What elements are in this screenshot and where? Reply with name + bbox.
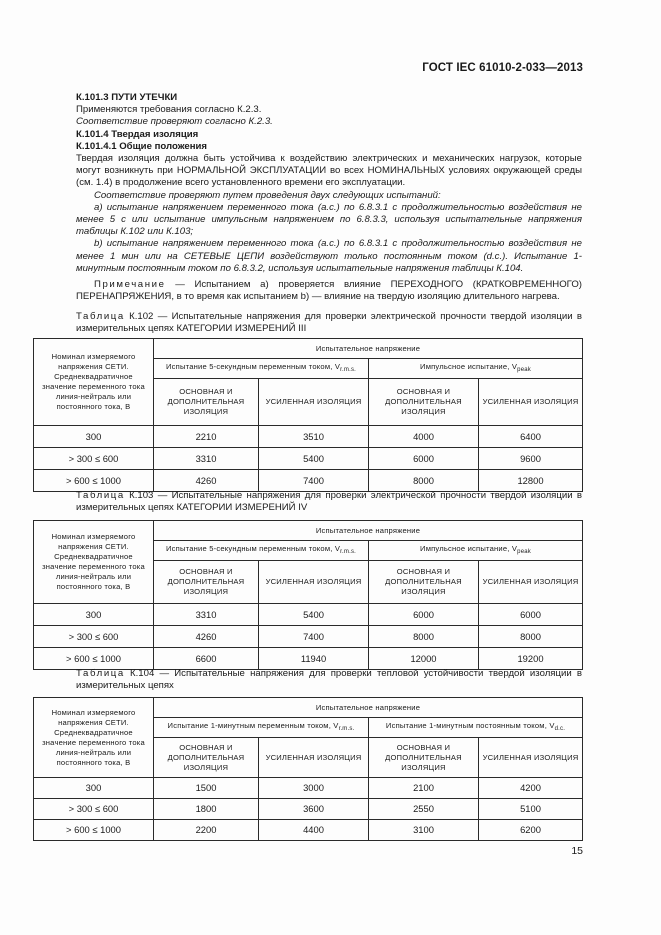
table-k104-group1-header [154,718,369,738]
table-k103-test-voltage-header: Испытательное напряжение [154,521,583,541]
document-code: ГОСТ IEC 61010-2-033—2013 [422,62,583,74]
table-cell: 7400 [259,470,369,492]
section-k101-3 [76,92,582,303]
table-k104-group2-sub: d.c. [554,726,566,732]
table-k104-group2-header [369,718,583,738]
table-cell: 4000 [369,426,479,448]
heading-k101-4-1: К.101.4.1 Общие положения [76,140,207,152]
table-k104-test-voltage-header: Испытательное напряжение [154,698,583,718]
table-cell: 4200 [479,778,583,799]
table-cell: 1800 [154,799,259,820]
table-cell: 6000 [369,448,479,470]
table-cell: 8000 [369,626,479,648]
table-cell: 2550 [369,799,479,820]
table-row [34,626,583,648]
table-k103-reinforced-header: УСИЛЕННАЯ ИЗОЛЯЦИЯ [259,561,369,604]
k101-3-compliance: Соответствие проверяют согласно К.2.3. [76,116,273,128]
k101-4-1-paragraph: Твердая изоляция должна быть устойчива к воздействию электрических и механических нагрузок, которые могут возникнуть при НОРМАЛЬНОЙ ЭКСПЛУАТАЦИИ во всех НОМИНАЛЬНЫХ условиях окружающей среды (см. 1.4) в продолжение всего установленного времени его эксплуатации. [76,153,582,189]
table-cell: 300 [34,426,154,448]
table-cell: 6400 [479,426,583,448]
test-item-b: b) испытание напряжением переменного тока (а.с.) по 6.8.3.1 с продолжительностью воздействия не менее 1 мин или на СЕТЕВЫЕ ЦЕПИ воздействуют только постоянным током (d.c.). Испытание 1-минутным постоянным током по 6.8.3.2, используя испытательные напряжения таблицы К.104. [76,238,582,274]
table-k103-group1-header [154,541,369,561]
table-cell: 3310 [154,604,259,626]
table-k103-group2-label: Импульсное испытание, V [420,544,518,553]
table-k104-basic-header: ОСНОВНАЯ И ДОПОЛНИТЕЛЬНАЯ ИЗОЛЯЦИЯ [154,738,259,778]
table-row [34,426,583,448]
table-k104-group1-sub: r.m.s. [338,726,355,732]
table-cell: 8000 [479,626,583,648]
table-cell: 3510 [259,426,369,448]
table-k103-group2-sub: peak [517,549,531,555]
table-k104-caption [76,668,582,692]
page-number: 15 [571,845,583,857]
table-cell: 1500 [154,778,259,799]
table-k102-group2-header [369,359,583,379]
table-k103-group2-header [369,541,583,561]
table-cell: 2200 [154,820,259,841]
table-cell: 12800 [479,470,583,492]
table-k104-reinforced-header-2: УСИЛЕННАЯ ИЗОЛЯЦИЯ [479,738,583,778]
table-cell: 6000 [369,604,479,626]
table-row [34,820,583,841]
table-cell: 300 [34,778,154,799]
table-cell: > 600 ≤ 1000 [34,470,154,492]
table-cell: 6000 [479,604,583,626]
table-k104-label: Таблица [76,668,125,679]
table-k102 [33,338,583,492]
table-cell: 3000 [259,778,369,799]
k101-4-1-compliance: Соответствие проверяют путем проведения двух следующих испытаний: [94,189,441,201]
table-row [34,470,583,492]
table-cell: 5400 [259,604,369,626]
table-k104-col0-header: Номинал измеряемого напряжения СЕТИ. Среднеквадратичное значение переменного тока линия-нейтраль или постоянного тока, В [34,698,154,778]
table-cell: 19200 [479,648,583,670]
table-k104-group2-label: Испытание 1-минутным постоянным током, V [385,721,555,730]
table-k102-group1-sub: r.m.s. [340,367,357,373]
table-cell: 5100 [479,799,583,820]
table-k102-basic-header-2: ОСНОВНАЯ И ДОПОЛНИТЕЛЬНАЯ ИЗОЛЯЦИЯ [369,379,479,426]
k101-3-requirement: Применяются требования согласно К.2.3. [76,104,262,116]
table-cell: 2100 [369,778,479,799]
table-cell: > 300 ≤ 600 [34,448,154,470]
table-k104-title: К.104 — Испытательные напряжения для проверки тепловой устойчивости твердой изоляции в измерительных цепях [76,668,582,691]
table-k102-group2-sub: peak [517,367,531,373]
table-k103-label: Таблица [76,490,125,501]
table-cell: 3100 [369,820,479,841]
table-cell: 3310 [154,448,259,470]
note-label: Примечание [94,279,166,291]
table-cell: > 300 ≤ 600 [34,799,154,820]
table-k102-group2-label: Импульсное испытание, V [420,362,518,371]
table-k103-caption [76,490,582,514]
table-cell: 5400 [259,448,369,470]
table-k104-group1-label: Испытание 1-минутным переменным током, V [167,721,339,730]
heading-k101-3: К.101.3 ПУТИ УТЕЧКИ [76,92,178,103]
table-cell: > 600 ≤ 1000 [34,820,154,841]
table-cell: 8000 [369,470,479,492]
table-k102-col0-header: Номинал измеряемого напряжения СЕТИ. Среднеквадратичное значение переменного тока линия-нейтраль или постоянного тока, В [34,339,154,426]
table-k102-label: Таблица [76,311,125,322]
table-k103-reinforced-header-2: УСИЛЕННАЯ ИЗОЛЯЦИЯ [479,561,583,604]
table-k103-basic-header: ОСНОВНАЯ И ДОПОЛНИТЕЛЬНАЯ ИЗОЛЯЦИЯ [154,561,259,604]
table-k102-caption [76,311,582,335]
table-k103-group1-label: Испытание 5-секундным переменным током, V [165,544,341,553]
table-cell: 4400 [259,820,369,841]
test-item-a: а) испытание напряжением переменного тока (а.с.) по 6.8.3.1 с продолжительностью воздействия не менее 5 с или испытание импульсным напряжением по 6.8.3.3, используя испытательные напряжения таблицы К.102 или К.103; [76,201,582,238]
table-k102-group1-label: Испытание 5-секундным переменным током, V [165,362,341,371]
table-cell: 12000 [369,648,479,670]
table-k102-reinforced-header-2: УСИЛЕННАЯ ИЗОЛЯЦИЯ [479,379,583,426]
table-cell: 6600 [154,648,259,670]
table-k104-basic-header-2: ОСНОВНАЯ И ДОПОЛНИТЕЛЬНАЯ ИЗОЛЯЦИЯ [369,738,479,778]
table-cell: > 600 ≤ 1000 [34,648,154,670]
note-text: — Испытанием а) проверяется влияние ПЕРЕХОДНОГО (КРАТКОВРЕМЕННОГО) ПЕРЕНАПРЯЖЕНИЯ, в то время как испытанием b) — влияние на твердую изоляцию длительного нагрева. [76,279,582,303]
table-row [34,448,583,470]
heading-k101-4: К.101.4 Твердая изоляция [76,128,199,140]
table-k102-title: К.102 — Испытательные напряжения для проверки электрической прочности твердой изоляции в измерительных цепях КАТЕГОРИИ ИЗМЕРЕНИЙ III [76,311,582,334]
table-cell: 300 [34,604,154,626]
table-cell: 2210 [154,426,259,448]
table-cell: 4260 [154,626,259,648]
table-k102-reinforced-header: УСИЛЕННАЯ ИЗОЛЯЦИЯ [259,379,369,426]
table-row [34,604,583,626]
table-cell: 7400 [259,626,369,648]
table-k102-group1-header [154,359,369,379]
table-cell: 3600 [259,799,369,820]
table-cell: 6200 [479,820,583,841]
table-cell: 9600 [479,448,583,470]
table-k103-basic-header-2: ОСНОВНАЯ И ДОПОЛНИТЕЛЬНАЯ ИЗОЛЯЦИЯ [369,561,479,604]
table-row [34,648,583,670]
table-k102-basic-header: ОСНОВНАЯ И ДОПОЛНИТЕЛЬНАЯ ИЗОЛЯЦИЯ [154,379,259,426]
table-k103 [33,520,583,670]
table-row [34,799,583,820]
table-k103-group1-sub: r.m.s. [340,549,357,555]
table-cell: 11940 [259,648,369,670]
table-cell: 4260 [154,470,259,492]
table-k103-title: К.103 — Испытательные напряжения для проверки электрической прочности твердой изоляции в измерительных цепях КАТЕГОРИИ ИЗМЕРЕНИЙ IV [76,490,582,513]
table-k104 [33,697,583,841]
table-k103-col0-header: Номинал измеряемого напряжения СЕТИ. Среднеквадратичное значение переменного тока линия-нейтраль или постоянного тока, В [34,521,154,604]
note [76,279,582,303]
table-cell: > 300 ≤ 600 [34,626,154,648]
table-k102-test-voltage-header: Испытательное напряжение [154,339,583,359]
table-row [34,778,583,799]
table-k104-reinforced-header: УСИЛЕННАЯ ИЗОЛЯЦИЯ [259,738,369,778]
